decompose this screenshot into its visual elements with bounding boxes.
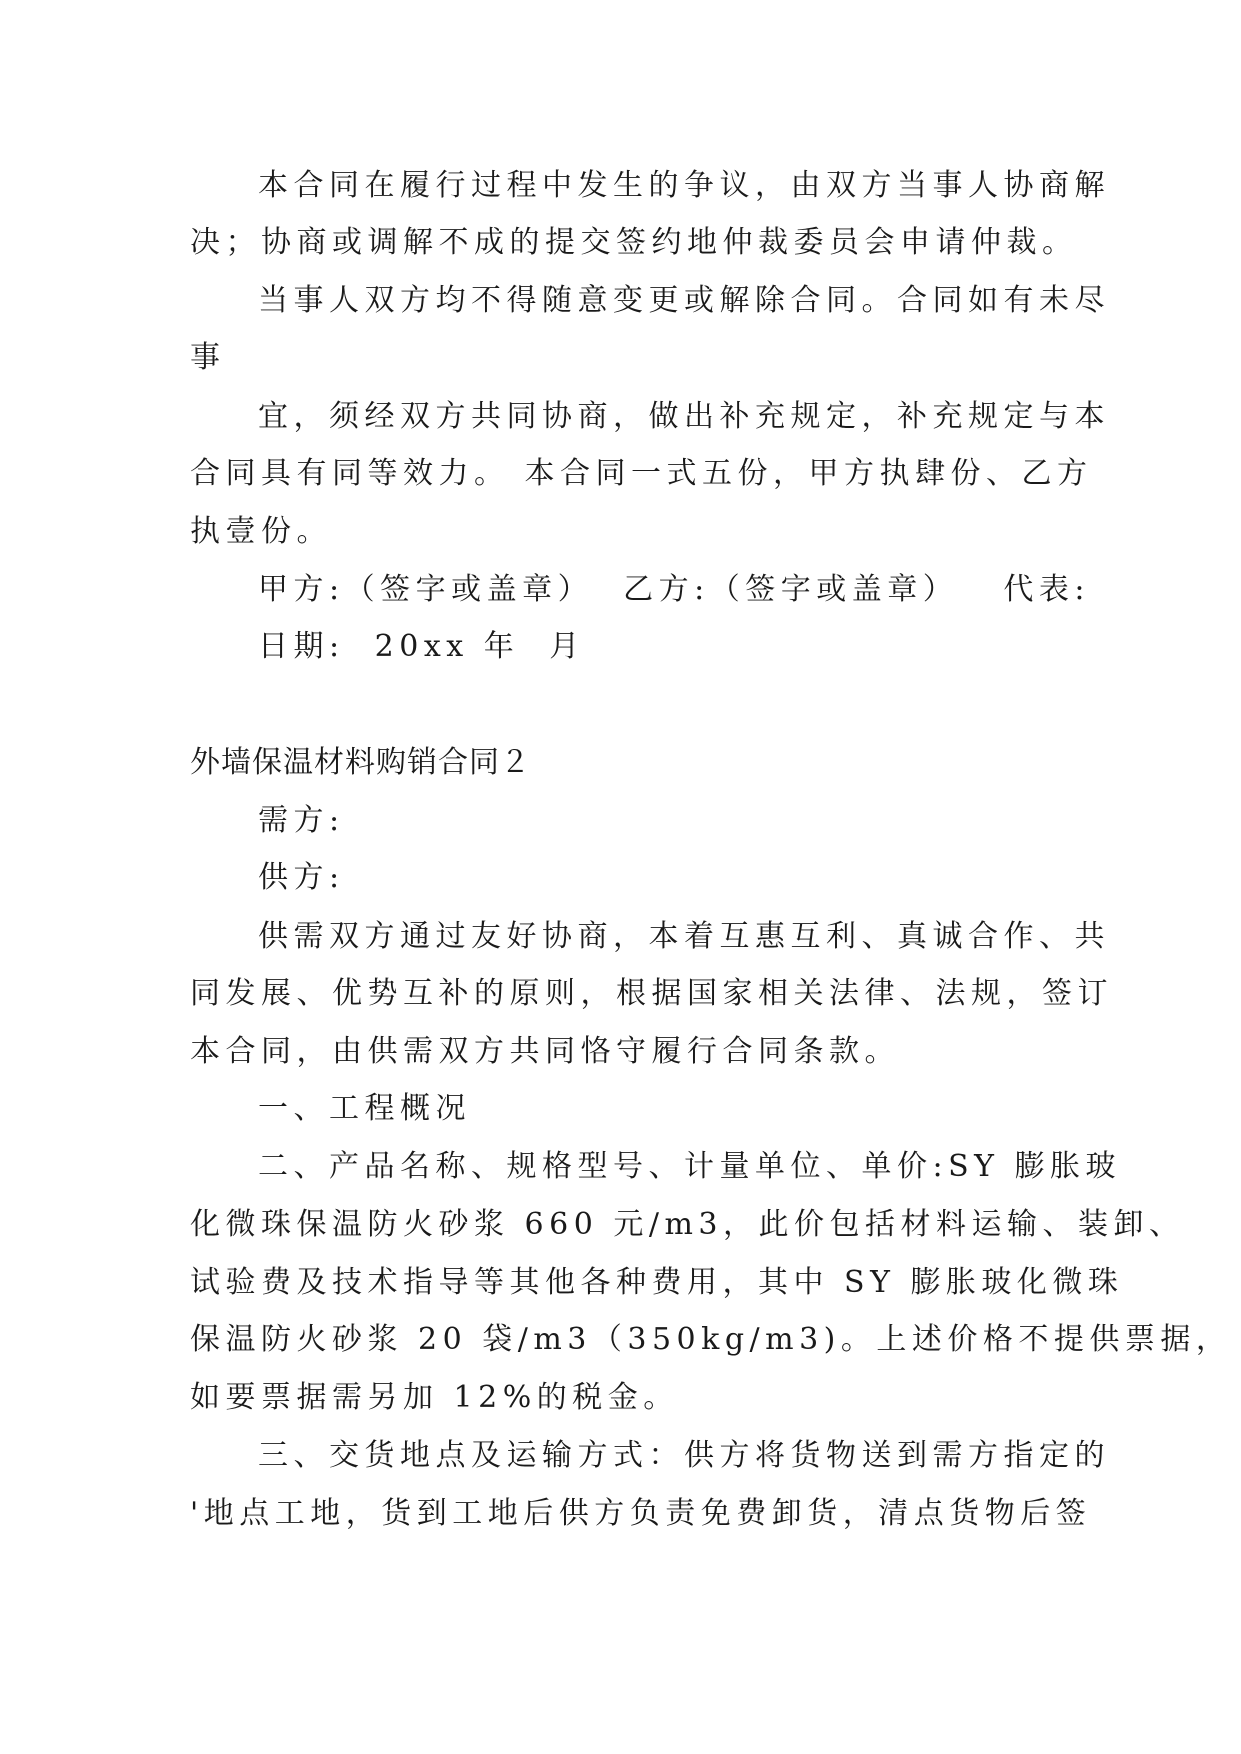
- paragraph-line: 本合同，由供需双方共同恪守履行合同条款。: [190, 1034, 900, 1069]
- paragraph-line: 二、产品名称、规格型号、计量单位、单价:SY 膨胀玻: [258, 1149, 1121, 1184]
- paragraph-line: 供需双方通过友好协商，本着互惠互利、真诚合作、共: [258, 919, 1110, 954]
- paragraph-line: 同发展、优势互补的原则，根据国家相关法律、法规，签订: [190, 976, 1113, 1011]
- signature-line: 甲方:（签字或盖章） 乙方:（签字或盖章） 代表:: [258, 572, 1091, 607]
- paragraph-line: '地点工地，货到工地后供方负责免费卸货，清点货物后签: [190, 1496, 1092, 1531]
- contract-title: 外墙保温材料购销合同２: [190, 745, 531, 780]
- paragraph-line: 决；协商或调解不成的提交签约地仲裁委员会申请仲裁。: [190, 225, 1078, 260]
- paragraph-line: 三、交货地点及运输方式：供方将货物送到需方指定的: [258, 1438, 1110, 1473]
- paragraph-line: 合同具有同等效力。 本合同一式五份，甲方执肆份、乙方: [190, 456, 1093, 491]
- section-heading: 一、工程概况: [258, 1091, 471, 1126]
- date-line: 日期: 20xx 年 月: [258, 629, 585, 664]
- paragraph-line: 化微珠保温防火砂浆 660 元/m3，此价包括材料运输、装卸、: [190, 1207, 1185, 1242]
- paragraph-line: 当事人双方均不得随意变更或解除合同。合同如有未尽: [258, 283, 1110, 318]
- paragraph-line: 本合同在履行过程中发生的争议，由双方当事人协商解: [258, 168, 1110, 203]
- supplier-line: 供方:: [258, 860, 345, 895]
- paragraph-line: 事: [190, 340, 226, 375]
- paragraph-line: 试验费及技术指导等其他各种费用，其中 SY 膨胀玻化微珠: [190, 1265, 1124, 1300]
- paragraph-line: 宜，须经双方共同协商，做出补充规定，补充规定与本: [258, 399, 1110, 434]
- paragraph-line: 如要票据需另加 12%的税金。: [190, 1380, 679, 1415]
- paragraph-line: 保温防火砂浆 20 袋/m3（350kg/m3)。上述价格不提供票据，: [190, 1322, 1232, 1357]
- paragraph-line: 执壹份。: [190, 514, 332, 549]
- buyer-line: 需方:: [258, 803, 345, 838]
